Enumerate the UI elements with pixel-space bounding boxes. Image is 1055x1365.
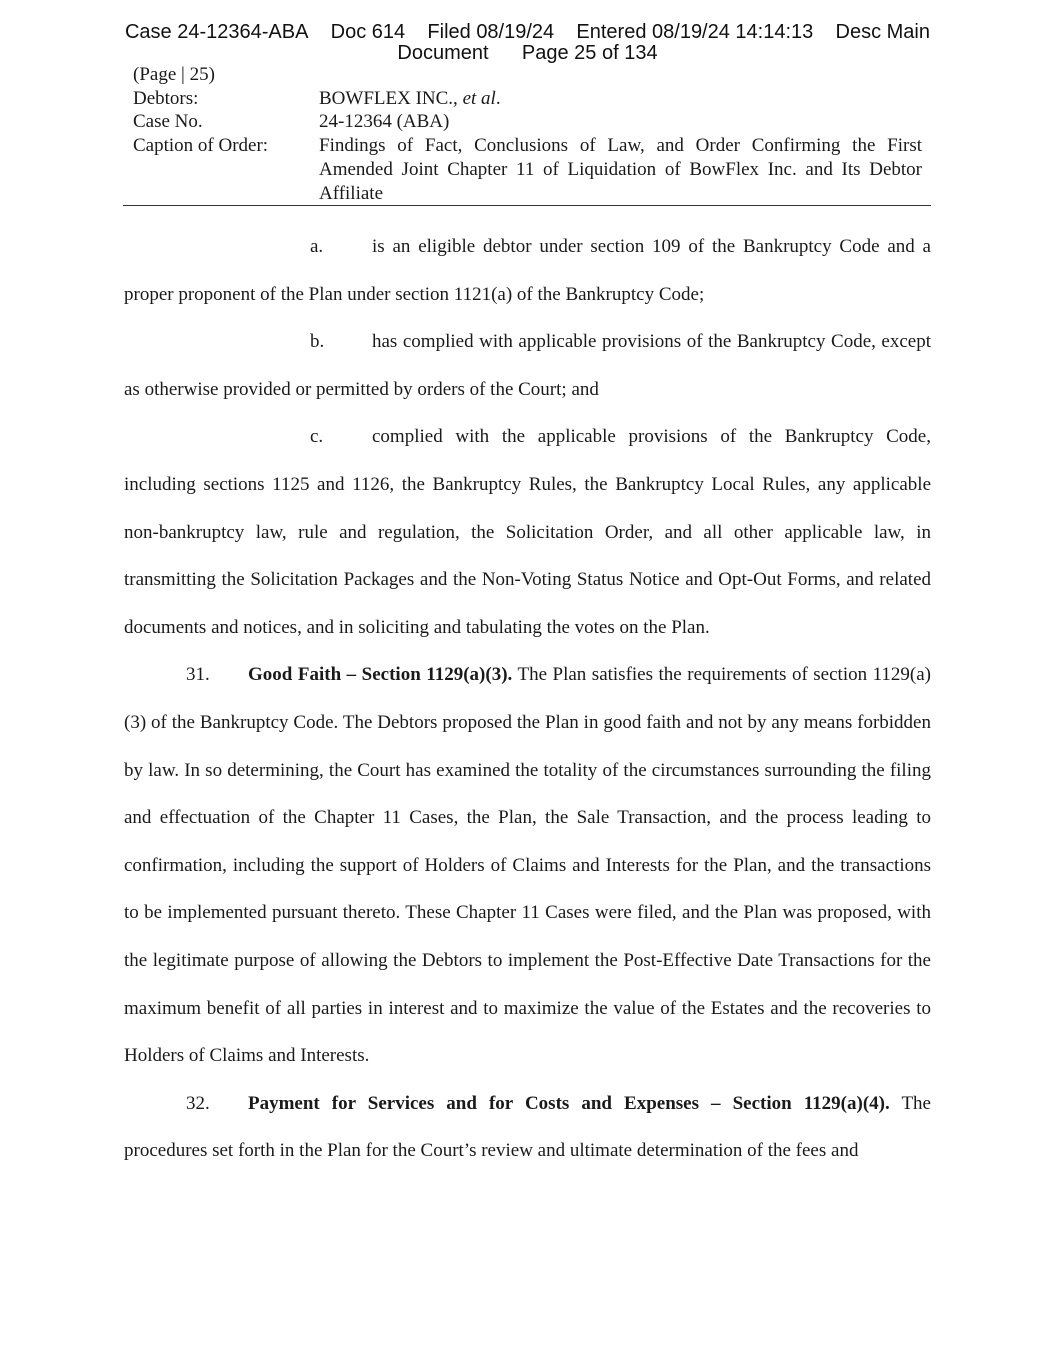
stamp-case: Case 24-12364-ABA [124, 21, 309, 43]
subparagraph-c-text: complied with the applicable provisions of the Bankruptcy Code, including sections 1125 and 1126, the Bankruptcy Rules, the Bankruptcy Local Rules, any applicable non-bankruptcy law, rule and regulation, the Solicitation Order, and all other applicable law, in transmitting the Solicitation Packages and the Non-Voting Status Notice and Opt-Out Forms, and related documents and notices, and in soliciting and tabulating the votes on the Plan. [124, 426, 931, 638]
paragraph-31 [124, 651, 931, 1079]
paragraph-32 [124, 1080, 931, 1175]
stamp-desc: Desc Main [835, 21, 930, 43]
stamp-filed: Filed 08/19/24 [427, 21, 555, 43]
debtors-name: BOWFLEX INC., [319, 87, 463, 109]
court-filing-stamp-line1 [0, 21, 1055, 43]
paragraph-32-heading: Payment for Services and for Costs and Expenses – Section 1129(a)(4). [248, 1092, 890, 1114]
caption-order-label: Caption of Order: [133, 135, 269, 157]
paragraph-32-text: The procedures set forth in the Plan for the Court’s review and ultimate determination of the fees and [124, 1092, 931, 1162]
subparagraph-b-label: b. [310, 331, 325, 353]
order-caption [133, 63, 933, 205]
stamp-document: Document [397, 42, 489, 64]
caption-case-label: Case No. [133, 111, 203, 133]
subparagraph-c [124, 413, 931, 651]
caption-debtors-label: Debtors: [133, 87, 199, 109]
subparagraph-a-text: is an eligible debtor under section 109 of the Bankruptcy Code and a proper proponent of the Plan under section 1121(a) of the Bankruptcy Code; [124, 236, 931, 305]
subparagraph-a [124, 223, 931, 318]
caption-case-value: 24-12364 (ABA) [319, 111, 450, 133]
caption-debtors-value [319, 87, 922, 111]
stamp-page: Page 25 of 134 [521, 42, 658, 64]
subparagraph-b [124, 318, 931, 413]
debtors-et-al: et al [462, 87, 496, 109]
caption-order-value: Findings of Fact, Conclusions of Law, and Order Confirming the First Amended Joint Chapter 11 of Liquidation of BowFlex Inc. and Its Debtor Affiliate [319, 135, 922, 204]
subparagraph-c-label: c. [310, 426, 324, 448]
subparagraph-a-label: a. [310, 236, 324, 257]
caption-page-ref: (Page | 25) [133, 64, 215, 85]
document-body [124, 223, 931, 1175]
subparagraph-b-text: has complied with applicable provisions of the Bankruptcy Code, except as otherwise provided or permitted by orders of the Court; and [124, 331, 931, 400]
caption-page-ref-row [133, 63, 933, 87]
stamp-entered: Entered 08/19/24 14:14:13 [576, 21, 814, 43]
caption-debtors-row [133, 87, 933, 111]
caption-divider [123, 205, 931, 206]
paragraph-31-heading: Good Faith – Section 1129(a)(3). [248, 664, 513, 686]
caption-order-row [133, 134, 933, 205]
caption-case-row [133, 110, 933, 134]
paragraph-32-number: 32. [186, 1092, 210, 1114]
debtors-period: . [495, 87, 501, 109]
paragraph-31-number: 31. [186, 664, 210, 686]
court-filing-stamp-line2 [0, 42, 1055, 64]
stamp-doc: Doc 614 [330, 21, 406, 43]
paragraph-31-text: The Plan satisfies the requirements of section 1129(a)(3) of the Bankruptcy Code. The Debtors proposed the Plan in good faith and not by any means forbidden by law. In so determining, the Court has examined the totality of the circumstances surrounding the filing and effectuation of the Chapter 11 Cases, the Plan, the Sale Transaction, and the process leading to confirmation, including the support of Holders of Claims and Interests for the Plan, and the transactions to be implemented pursuant thereto. These Chapter 11 Cases were filed, and the Plan was proposed, with the legitimate purpose of allowing the Debtors to implement the Post-Effective Date Transactions for the maximum benefit of all parties in interest and to maximize the value of the Estates and the recoveries to Holders of Claims and Interests. [124, 664, 931, 1067]
